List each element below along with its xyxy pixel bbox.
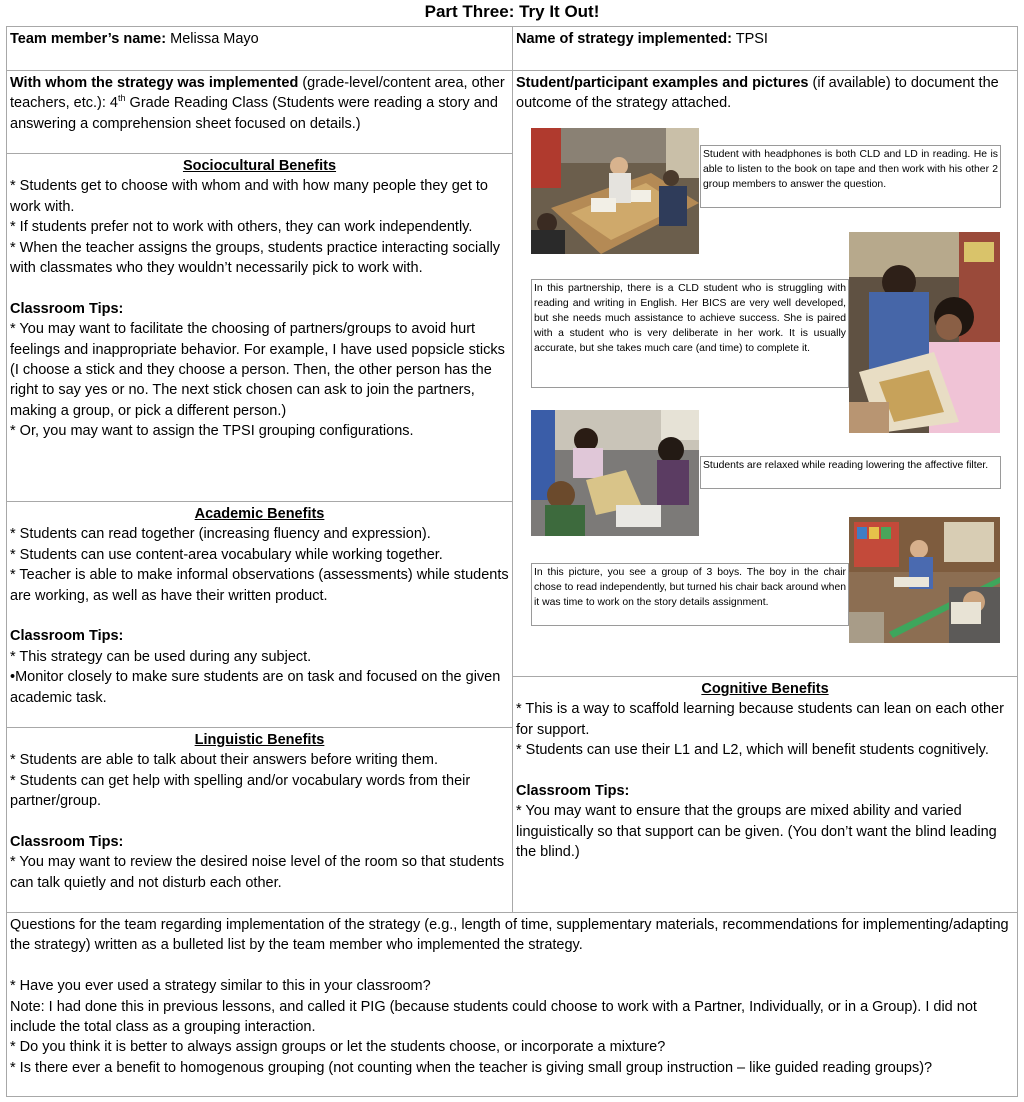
caption-photo-1: Student with headphones is both CLD and LD in reading. He is able to listen to the book on tape and then work with his other 2 group members to answer the question.: [700, 145, 1001, 208]
cognitive-heading: Cognitive Benefits: [701, 681, 829, 697]
academic-cell: [7, 501, 513, 727]
page-title: Part Three: Try It Out!: [424, 2, 600, 21]
team-member-cell: [7, 27, 513, 70]
linguistic-cell: [7, 727, 513, 912]
linguistic-heading: Linguistic Benefits: [194, 732, 325, 748]
sociocultural-tip-1: * You may want to facilitate the choosing of partners/groups to avoid hurt feelings and inappropriate behavior. For example, I have used popsicle sticks (I choose a stick and they choose a person. Then, the other person has the right to say yes or no. The next stick chosen can ask to join the partners, making a group, or pick a different person.): [10, 321, 505, 419]
linguistic-item-1: * Students are able to talk about their answers before writing them.: [10, 752, 438, 769]
sociocultural-item-1: * Students get to choose with whom and with how many people they get to work with.: [10, 178, 488, 215]
academic-item-2: * Students can use content-area vocabulary while working together.: [10, 546, 443, 563]
team-member-label: Team member’s name:: [10, 31, 167, 47]
question-item-2: * Do you think it is better to always assign groups or let the students choose, or incorporate a mixture?: [10, 1039, 666, 1056]
with-whom-desc-2: Grade Reading Class (Students were reading a story and answering a comprehension sheet focused on details.): [10, 95, 498, 132]
questions-intro: Questions for the team regarding implementation of the strategy (e.g., length of time, supplementary materials, recommendations for implementing/adapting the strategy) written as a bulleted list by the team member who implemented the strategy.: [10, 917, 1009, 954]
examples-label: Student/participant examples and pictures: [516, 75, 809, 91]
questions-cell: [7, 912, 1017, 1096]
strategy-cell: [513, 27, 1017, 70]
sociocultural-tip-2: * Or, you may want to assign the TPSI grouping configurations.: [10, 423, 414, 440]
cognitive-item-1: * This is a way to scaffold learning because students can lean on each other for support.: [516, 701, 1004, 738]
examples-cell: [513, 70, 1017, 676]
cognitive-cell: [513, 676, 1017, 912]
question-note: Note: I had done this in previous lessons, and called it PIG (because students could choose to work with a Partner, Individually, or in a Group). I did not include the total class as a grouping interaction.: [10, 998, 977, 1036]
cognitive-tip-1: * You may want to ensure that the groups are mixed ability and varied linguistically so that support can be given. (You don’t want the blind leading the blind.): [516, 803, 997, 861]
academic-tip-2: •Monitor closely to make sure students are on task and focused on the given academic task.: [10, 669, 501, 706]
classroom-photo-partnership: [849, 232, 1000, 433]
strategy-value: TPSI: [735, 31, 768, 47]
academic-item-1: * Students can read together (increasing fluency and expression).: [10, 526, 431, 543]
academic-tip-1: * This strategy can be used during any subject.: [10, 648, 312, 665]
caption-photo-3: Students are relaxed while reading lowering the affective filter.: [700, 456, 1001, 489]
examples-desc: (if available) to document the outcome of the strategy attached.: [516, 75, 999, 112]
with-whom-label: With whom the strategy was implemented: [10, 75, 299, 91]
team-member-value: Melissa Mayo: [170, 31, 259, 47]
sociocultural-heading: Sociocultural Benefits: [182, 158, 337, 174]
caption-photo-2: In this partnership, there is a CLD student who is struggling with reading and writing in English. Her BICS are very well developed, but she needs much assistance to achieve success. She is paired with a student who is very deliberate in her work. It is usually accurate, but she takes much care (and time) to complete it.: [531, 279, 849, 388]
with-whom-desc-1: (grade-level/content area, other teachers, etc.): 4: [10, 75, 505, 112]
sociocultural-item-2: * If students prefer not to work with others, they can work independently.: [10, 219, 473, 236]
question-item-1: * Have you ever used a strategy similar to this in your classroom?: [10, 978, 431, 995]
with-whom-sup: th: [118, 93, 126, 104]
classroom-photo-floor-reading: [531, 410, 699, 536]
question-item-3: * Is there ever a benefit to homogenous grouping (not counting when the teacher is giving small group instruction – like guided reading groups)?: [10, 1059, 933, 1076]
caption-photo-4: In this picture, you see a group of 3 boys. The boy in the chair chose to read independently, but turned his chair back around when it was time to work on the story details assignment.: [531, 563, 849, 626]
sociocultural-tips-label: Classroom Tips:: [10, 300, 124, 317]
linguistic-item-2: * Students can get help with spelling and/or vocabulary words from their partner/group.: [10, 772, 471, 810]
sociocultural-cell: [7, 153, 513, 501]
academic-tips-label: Classroom Tips:: [10, 628, 124, 645]
academic-item-3: * Teacher is able to make informal observations (assessments) while students are working, as well as have their written product.: [10, 567, 509, 604]
classroom-photo-headphones: [531, 128, 699, 254]
with-whom-cell: [7, 70, 513, 153]
strategy-label: Name of strategy implemented:: [516, 31, 732, 47]
linguistic-tip-1: * You may want to review the desired noise level of the room so that students can talk quietly and not disturb each other.: [10, 854, 505, 891]
worksheet-table: [6, 26, 1018, 1097]
sociocultural-item-3: * When the teacher assigns the groups, students practice interacting socially with classmates who they wouldn’t necessarily pick to work with.: [10, 239, 501, 277]
classroom-photo-boys-group: [849, 517, 1000, 643]
cognitive-tips-label: Classroom Tips:: [516, 783, 630, 800]
linguistic-tips-label: Classroom Tips:: [10, 834, 124, 851]
academic-heading: Academic Benefits: [194, 506, 325, 522]
cognitive-item-2: * Students can use their L1 and L2, which will benefit students cognitively.: [516, 742, 989, 759]
